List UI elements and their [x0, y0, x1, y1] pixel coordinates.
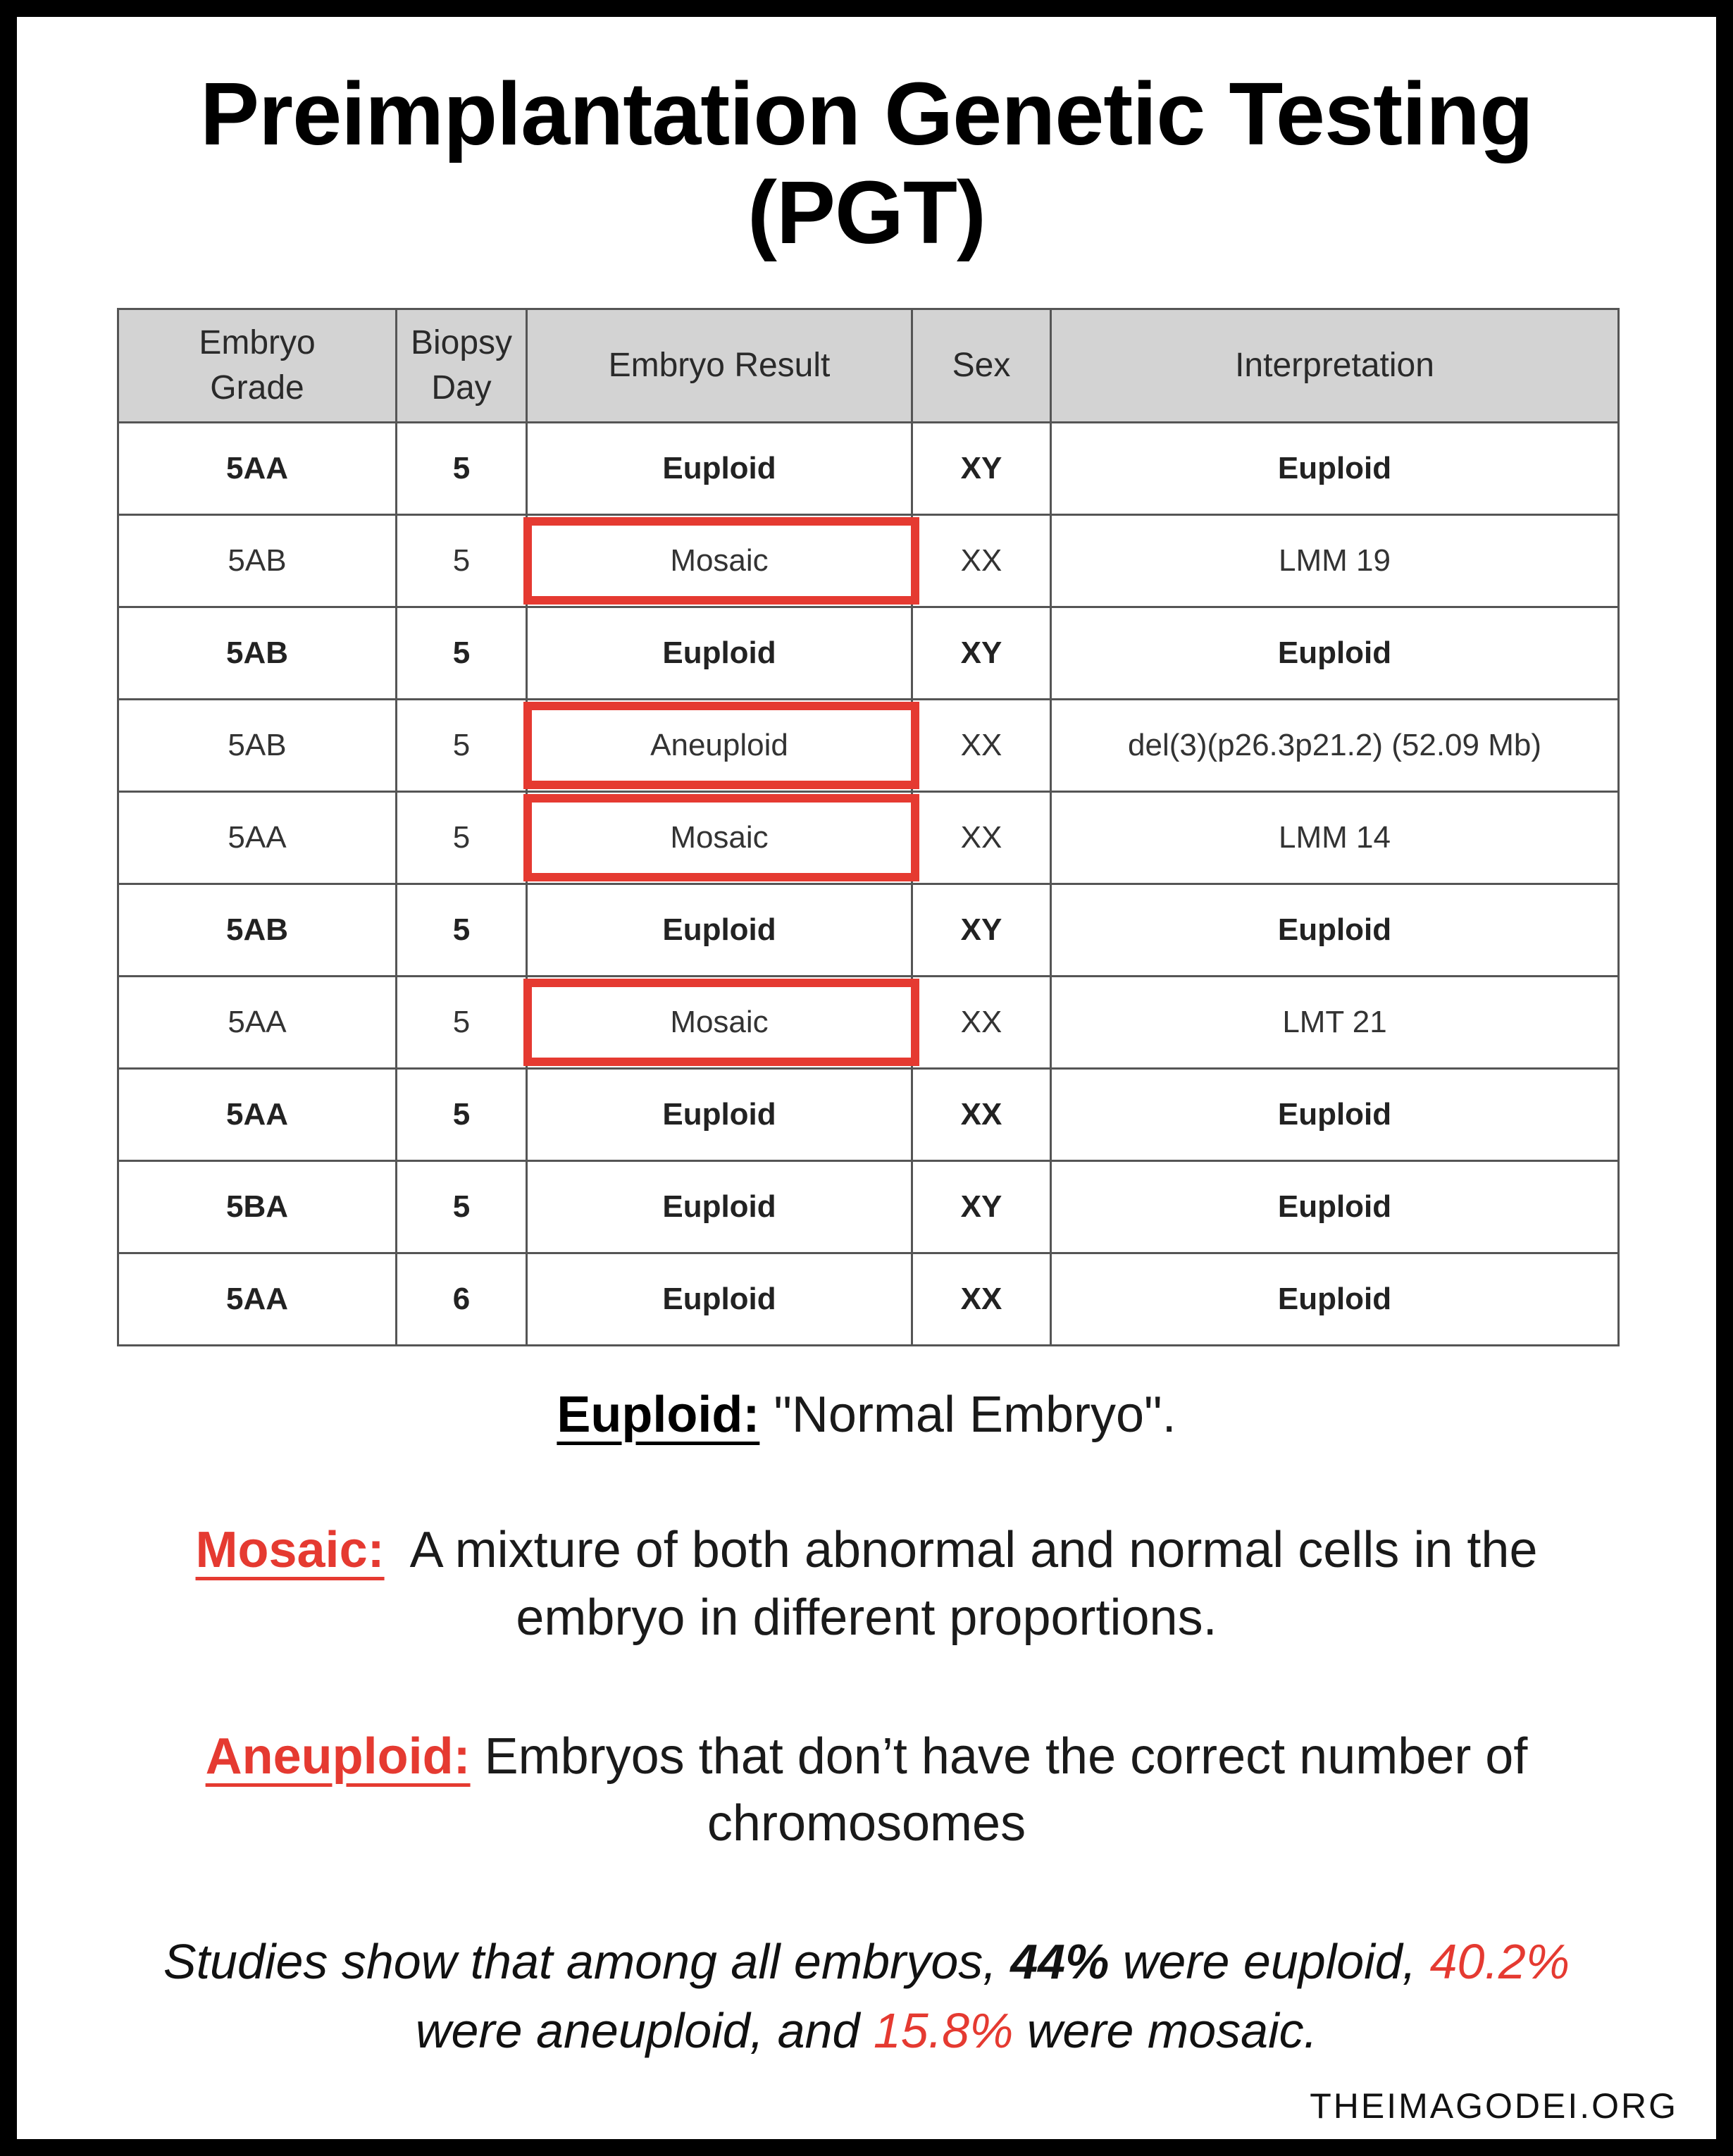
- cell-sex: [912, 607, 1051, 700]
- cell-sex: [912, 700, 1051, 792]
- cell-grade-value: 5AB: [228, 543, 287, 578]
- cell-grade: [118, 884, 397, 977]
- cell-result-value: Euploid: [662, 451, 776, 485]
- cell-grade: [118, 1253, 397, 1346]
- cell-day-value: 5: [452, 451, 471, 485]
- cell-grade-value: 5AA: [228, 1005, 287, 1039]
- cell-day-value: 5: [452, 636, 471, 670]
- cell-sex-value: XY: [960, 636, 1002, 670]
- cell-sex: [912, 792, 1051, 884]
- cell-grade: [118, 792, 397, 884]
- cell-grade: [118, 515, 397, 607]
- cell-grade: [118, 423, 397, 515]
- table-row: [118, 423, 1619, 515]
- cell-result: [527, 884, 912, 977]
- cell-interpretation: [1051, 1069, 1619, 1161]
- definition-mosaic-text-1: A mixture of both abnormal and normal cells in the: [409, 1522, 1538, 1578]
- footer-site: THEIMAGODEI.ORG: [1310, 2086, 1678, 2126]
- cell-sex-value: XX: [960, 1097, 1002, 1132]
- header-embryo-result: Embryo Result: [527, 309, 912, 423]
- cell-sex-value: XX: [960, 1282, 1002, 1316]
- term-mosaic: Mosaic:: [195, 1522, 385, 1578]
- cell-interpretation: [1051, 1253, 1619, 1346]
- cell-day-value: 5: [452, 1097, 471, 1132]
- table-header-row: [118, 309, 1619, 423]
- cell-interpretation: [1051, 1161, 1619, 1253]
- table-row: [118, 792, 1619, 884]
- cell-day-value: 5: [452, 912, 471, 947]
- cell-interpretation-value: Euploid: [1277, 451, 1392, 485]
- cell-result: [527, 1161, 912, 1253]
- cell-sex-value: XY: [960, 451, 1002, 485]
- cell-sex-value: XX: [960, 1005, 1002, 1039]
- highlight-box: [523, 517, 919, 605]
- cell-day: [397, 977, 527, 1069]
- cell-interpretation: [1051, 515, 1619, 607]
- cell-day: [397, 792, 527, 884]
- cell-result-value: Euploid: [662, 912, 776, 947]
- table-row: [118, 1161, 1619, 1253]
- cell-grade-value: 5AB: [225, 912, 289, 947]
- cell-day: [397, 700, 527, 792]
- definition-aneuploid-line1: [0, 1723, 1733, 1790]
- cell-interpretation-value: Euploid: [1277, 1189, 1392, 1224]
- header-sex: Sex: [912, 309, 1051, 423]
- study-text-2: were euploid,: [1109, 1934, 1430, 1989]
- study-text-4: were mosaic.: [1013, 2003, 1318, 2058]
- cell-sex: [912, 1253, 1051, 1346]
- cell-sex: [912, 423, 1051, 515]
- cell-result-value: Aneuploid: [650, 728, 788, 762]
- header-day-line1: Biopsy: [410, 324, 513, 361]
- highlight-box: [523, 702, 919, 789]
- cell-interpretation: [1051, 607, 1619, 700]
- cell-result-value: Euploid: [662, 1097, 776, 1132]
- pgt-results-table: [117, 308, 1620, 1346]
- cell-result: [527, 977, 912, 1069]
- header-biopsy-day: [397, 309, 527, 423]
- table-row: [118, 977, 1619, 1069]
- study-text-1: Studies show that among all embryos,: [163, 1934, 1011, 1989]
- cell-result-value: Mosaic: [670, 1005, 769, 1039]
- cell-grade: [118, 977, 397, 1069]
- header-day-line2: Day: [431, 369, 492, 407]
- cell-interpretation-value: LMT 21: [1282, 1005, 1387, 1039]
- cell-sex-value: XY: [960, 912, 1002, 947]
- table-row: [118, 1253, 1619, 1346]
- cell-interpretation: [1051, 884, 1619, 977]
- cell-result: [527, 700, 912, 792]
- cell-day-value: 6: [452, 1282, 471, 1316]
- cell-result: [527, 1253, 912, 1346]
- cell-result-value: Euploid: [662, 1189, 776, 1224]
- cell-grade: [118, 607, 397, 700]
- definition-aneuploid-text-1: Embryos that don’t have the correct number of: [484, 1728, 1528, 1785]
- cell-grade-value: 5AA: [225, 451, 289, 485]
- cell-day: [397, 884, 527, 977]
- cell-result-value: Euploid: [662, 1282, 776, 1316]
- cell-day: [397, 1161, 527, 1253]
- cell-interpretation-value: LMM 14: [1279, 820, 1391, 855]
- cell-grade-value: 5BA: [225, 1189, 289, 1224]
- cell-result: [527, 423, 912, 515]
- table-row: [118, 1069, 1619, 1161]
- definition-aneuploid-line2: chromosomes: [707, 1795, 1026, 1852]
- cell-interpretation: [1051, 792, 1619, 884]
- cell-interpretation: [1051, 423, 1619, 515]
- definition-mosaic-line2: embryo in different proportions.: [516, 1590, 1217, 1646]
- cell-grade: [118, 700, 397, 792]
- table-row: [118, 884, 1619, 977]
- cell-interpretation-value: LMM 19: [1279, 543, 1391, 578]
- cell-day: [397, 607, 527, 700]
- page-title-line2: (PGT): [747, 163, 986, 262]
- cell-sex-value: XX: [960, 820, 1002, 855]
- cell-day: [397, 423, 527, 515]
- cell-interpretation-value: Euploid: [1277, 1282, 1392, 1316]
- cell-day: [397, 1069, 527, 1161]
- cell-sex-value: XX: [960, 543, 1002, 578]
- cell-grade-value: 5AA: [228, 820, 287, 855]
- cell-grade-value: 5AB: [228, 728, 287, 762]
- term-euploid: Euploid:: [557, 1387, 760, 1443]
- study-text-3: were aneuploid, and: [415, 2003, 874, 2058]
- cell-sex-value: XX: [960, 728, 1002, 762]
- cell-sex: [912, 977, 1051, 1069]
- header-grade-line1: Embryo: [199, 324, 316, 361]
- cell-result: [527, 1069, 912, 1161]
- stat-aneuploid: 40.2%: [1429, 1934, 1570, 1989]
- cell-interpretation-value: Euploid: [1277, 636, 1392, 670]
- definition-euploid: [0, 1381, 1733, 1449]
- highlight-box: [523, 979, 919, 1066]
- cell-day: [397, 1253, 527, 1346]
- cell-sex: [912, 1069, 1051, 1161]
- header-grade-line2: Grade: [210, 369, 304, 407]
- table-row: [118, 700, 1619, 792]
- cell-interpretation-value: Euploid: [1277, 1097, 1392, 1132]
- cell-interpretation-value: Euploid: [1277, 912, 1392, 947]
- cell-day: [397, 515, 527, 607]
- cell-grade-value: 5AB: [225, 636, 289, 670]
- term-aneuploid: Aneuploid:: [205, 1728, 471, 1785]
- cell-result-value: Mosaic: [670, 820, 769, 855]
- page-title-line1: Preimplantation Genetic Testing: [200, 64, 1533, 163]
- cell-result-value: Euploid: [662, 636, 776, 670]
- study-line2: [0, 1996, 1733, 2065]
- highlight-box: [523, 794, 919, 881]
- definition-mosaic-line1: [0, 1516, 1733, 1584]
- cell-interpretation: [1051, 977, 1619, 1069]
- cell-grade: [118, 1161, 397, 1253]
- header-embryo-grade: [118, 309, 397, 423]
- cell-sex: [912, 515, 1051, 607]
- cell-day-value: 5: [452, 820, 471, 855]
- definition-euploid-text: "Normal Embryo".: [774, 1387, 1176, 1443]
- cell-sex-value: XY: [960, 1189, 1002, 1224]
- cell-grade-value: 5AA: [225, 1097, 289, 1132]
- header-interpretation: Interpretation: [1051, 309, 1619, 423]
- cell-result: [527, 607, 912, 700]
- stat-mosaic: 15.8%: [873, 2003, 1014, 2058]
- cell-interpretation-value: del(3)(p26.3p21.2) (52.09 Mb): [1128, 728, 1541, 762]
- cell-interpretation: [1051, 700, 1619, 792]
- cell-day-value: 5: [452, 728, 471, 762]
- cell-sex: [912, 884, 1051, 977]
- cell-grade: [118, 1069, 397, 1161]
- cell-result: [527, 515, 912, 607]
- cell-day-value: 5: [452, 1189, 471, 1224]
- cell-result: [527, 792, 912, 884]
- cell-sex: [912, 1161, 1051, 1253]
- cell-day-value: 5: [452, 543, 471, 578]
- cell-day-value: 5: [452, 1005, 471, 1039]
- table-row: [118, 515, 1619, 607]
- cell-grade-value: 5AA: [225, 1282, 289, 1316]
- stat-euploid: 44%: [1010, 1934, 1110, 1989]
- table-row: [118, 607, 1619, 700]
- cell-result-value: Mosaic: [670, 543, 769, 578]
- study-line1: [0, 1927, 1733, 1996]
